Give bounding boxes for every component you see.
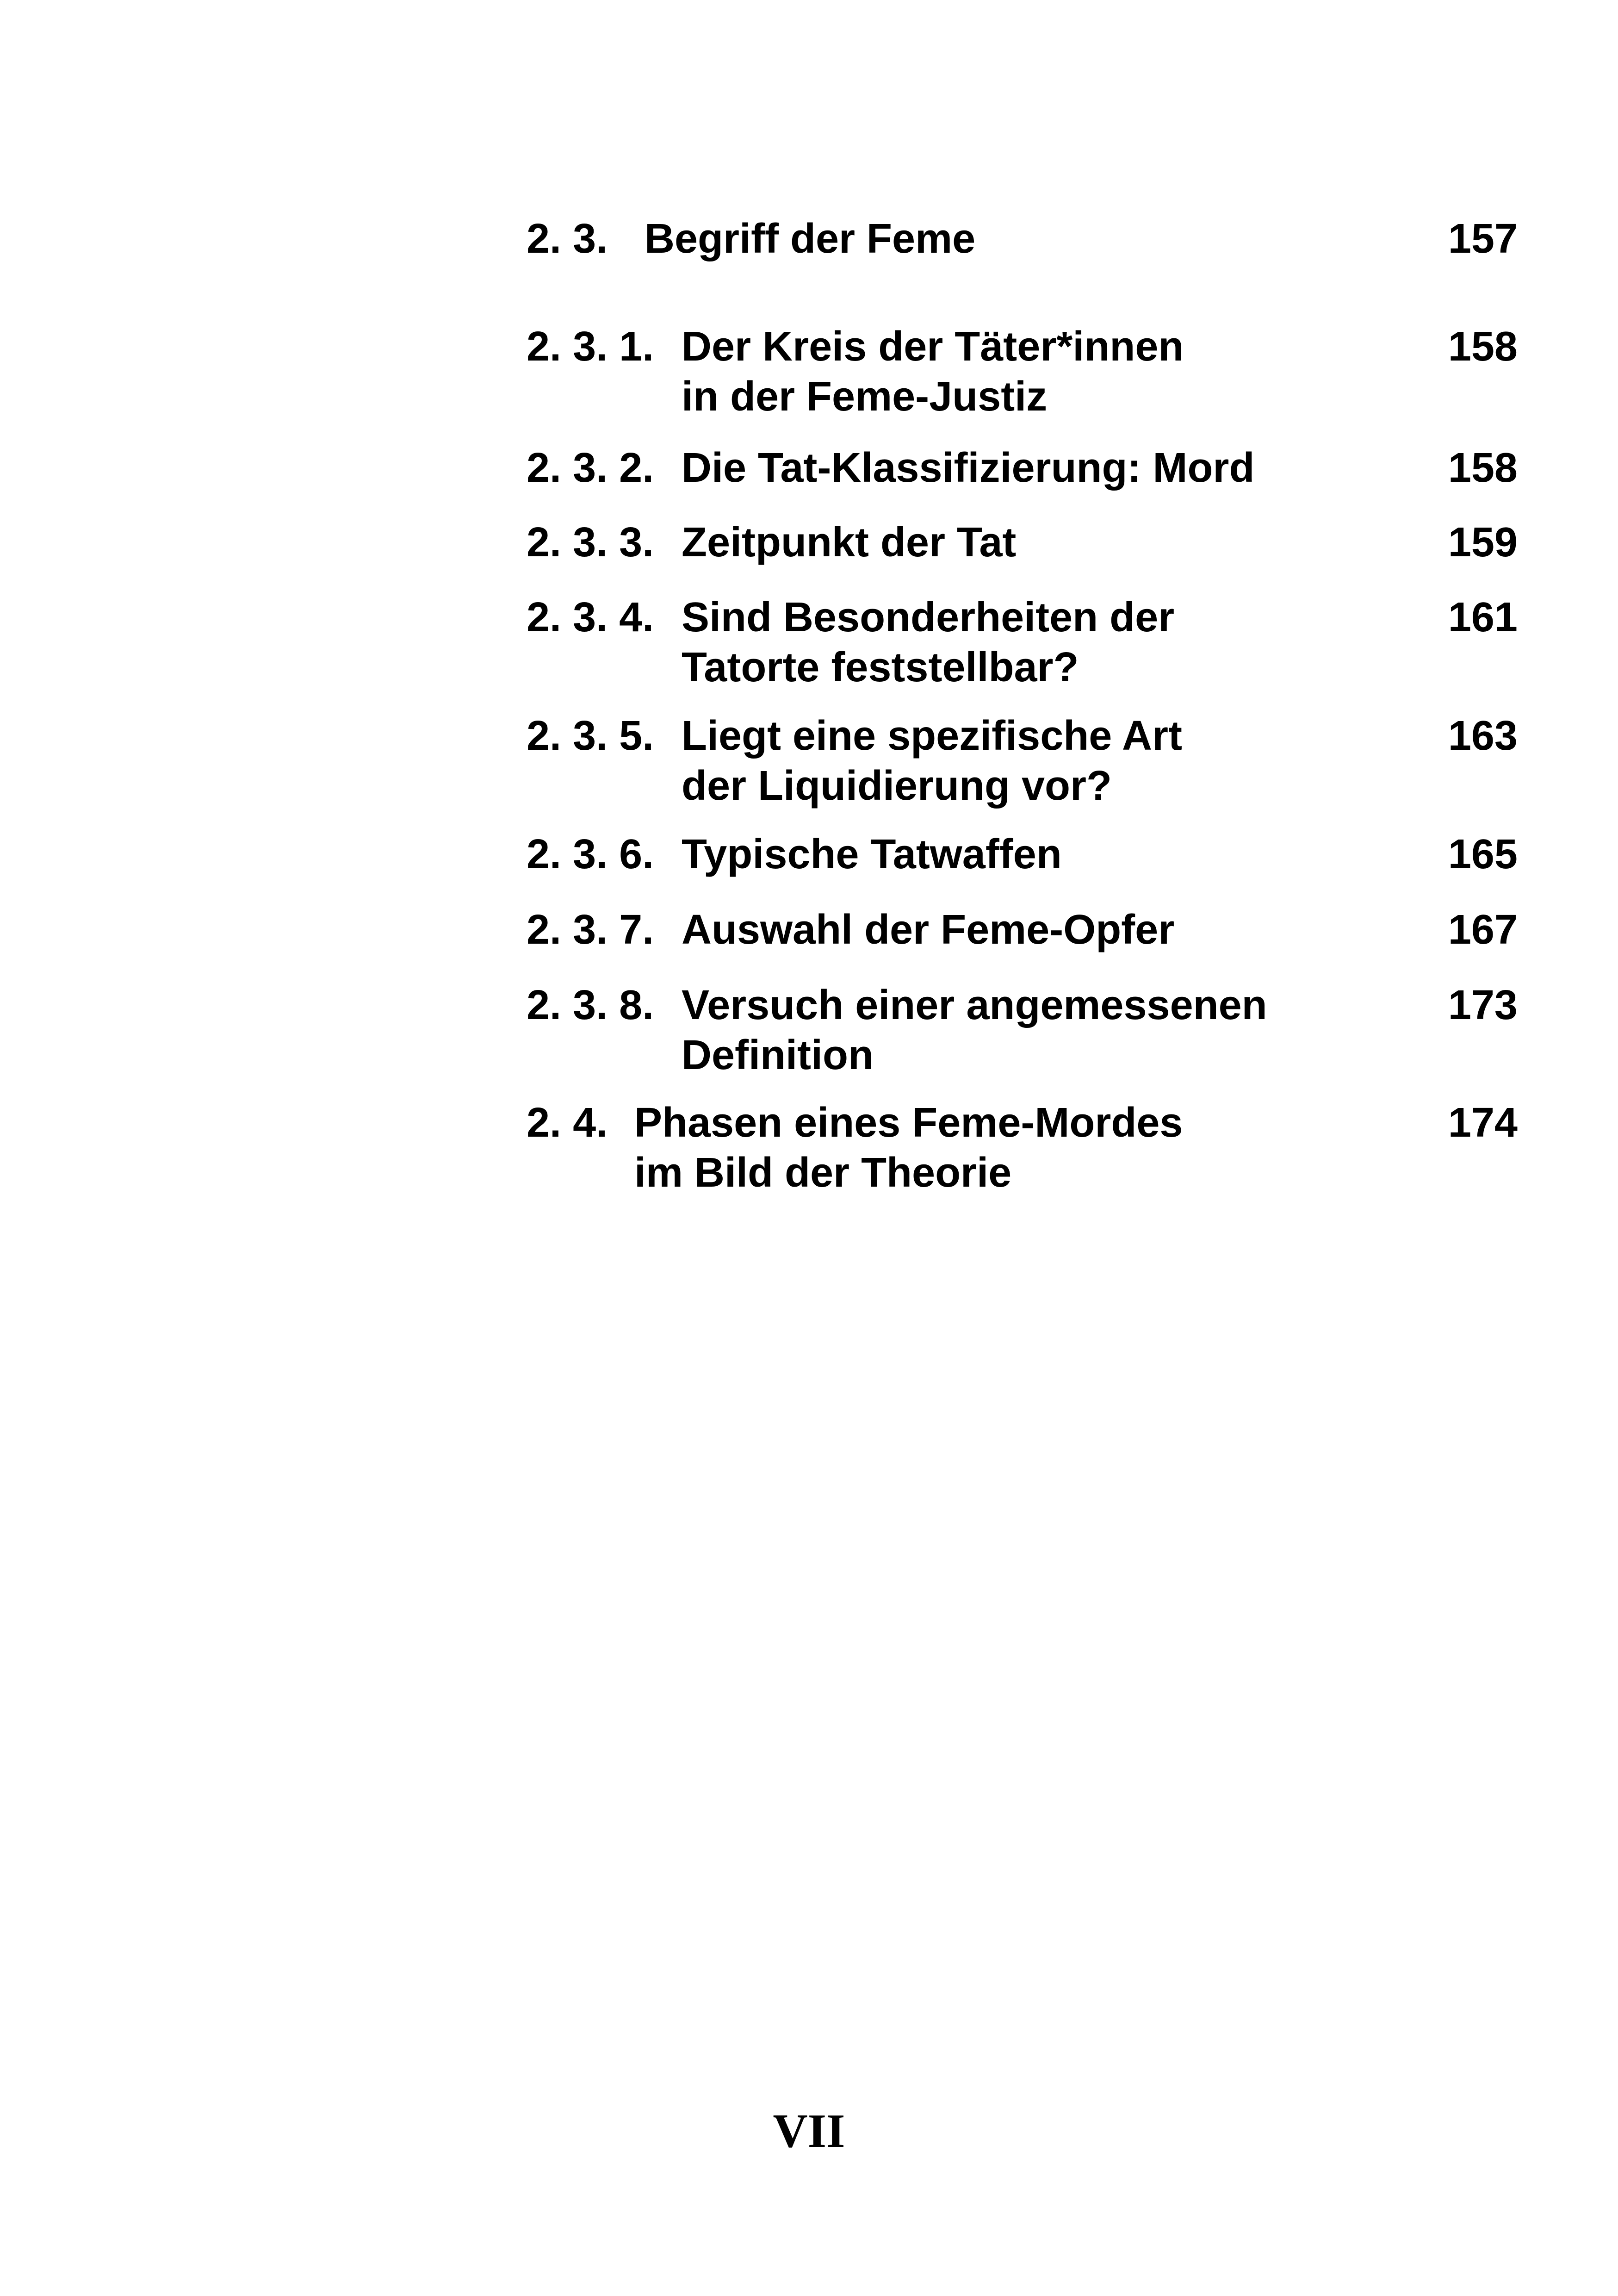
table-of-contents [527,0,1518,2296]
toc-entry-title-line: Begriff der Feme [645,216,976,262]
toc-entry-number: 2. 3. 1. [527,324,654,370]
toc-entry-number: 2. 3. 2. [527,445,654,491]
toc-entry-number: 2. 4. [527,1100,608,1146]
toc-entry-title [682,980,1267,1080]
toc-entry-title-line: Auswahl der Feme-Opfer [682,907,1175,953]
toc-entry-title-line: Sind Besonderheiten der [682,594,1175,641]
toc-entry-title [682,592,1174,692]
toc-entry-page-number: 158 [1448,445,1518,491]
toc-entry-title [682,322,1184,422]
toc-entry-number: 2. 3. 6. [527,831,654,877]
toc-entry-title-line: Phasen eines Feme-Mordes [634,1100,1183,1146]
toc-entry-page-number: 157 [1448,216,1518,262]
toc-entry-title-line: Der Kreis der Täter*innen [682,324,1184,370]
toc-entry-number: 2. 3. 7. [527,907,654,953]
toc-entry-title-line: Typische Tatwaffen [682,831,1062,877]
toc-entry-title-line: Definition [682,1032,874,1078]
toc-entry-number: 2. 3. 4. [527,594,654,641]
page-folio: VII [773,2104,845,2158]
toc-entry-page-number: 163 [1448,713,1518,759]
toc-entry-title [682,711,1182,811]
toc-entry-page-number: 173 [1448,982,1518,1028]
toc-entry-page-number: 174 [1448,1100,1518,1146]
toc-entry-page-number: 165 [1448,831,1518,877]
toc-entry-title-line: Liegt eine spezifische Art [682,713,1182,759]
toc-entry-title-line: Zeitpunkt der Tat [682,519,1017,566]
toc-entry-title [682,517,1016,567]
toc-entry-number: 2. 3. 8. [527,982,654,1028]
toc-entry-number: 2. 3. [527,216,608,262]
toc-entry-page-number: 161 [1448,594,1518,641]
toc-entry-number: 2. 3. 5. [527,713,654,759]
toc-entry-title-line: in der Feme-Justiz [682,373,1048,420]
toc-entry-title-line: Die Tat-Klassifizierung: Mord [682,445,1255,491]
toc-entry-title [645,214,975,264]
toc-entry-title-line: Versuch einer angemessenen [682,982,1267,1028]
toc-entry-number: 2. 3. 3. [527,519,654,566]
toc-entry-title [682,905,1174,955]
toc-entry-title [634,1098,1183,1198]
toc-entry-page-number: 167 [1448,907,1518,953]
toc-entry-title [682,443,1254,493]
toc-entry-title [682,829,1062,879]
toc-entry-title-line: der Liquidierung vor? [682,763,1112,809]
toc-entry-title-line: Tatorte feststellbar? [682,644,1079,691]
toc-entry-page-number: 158 [1448,324,1518,370]
toc-entry-title-line: im Bild der Theorie [634,1150,1012,1196]
toc-entry-page-number: 159 [1448,519,1518,566]
